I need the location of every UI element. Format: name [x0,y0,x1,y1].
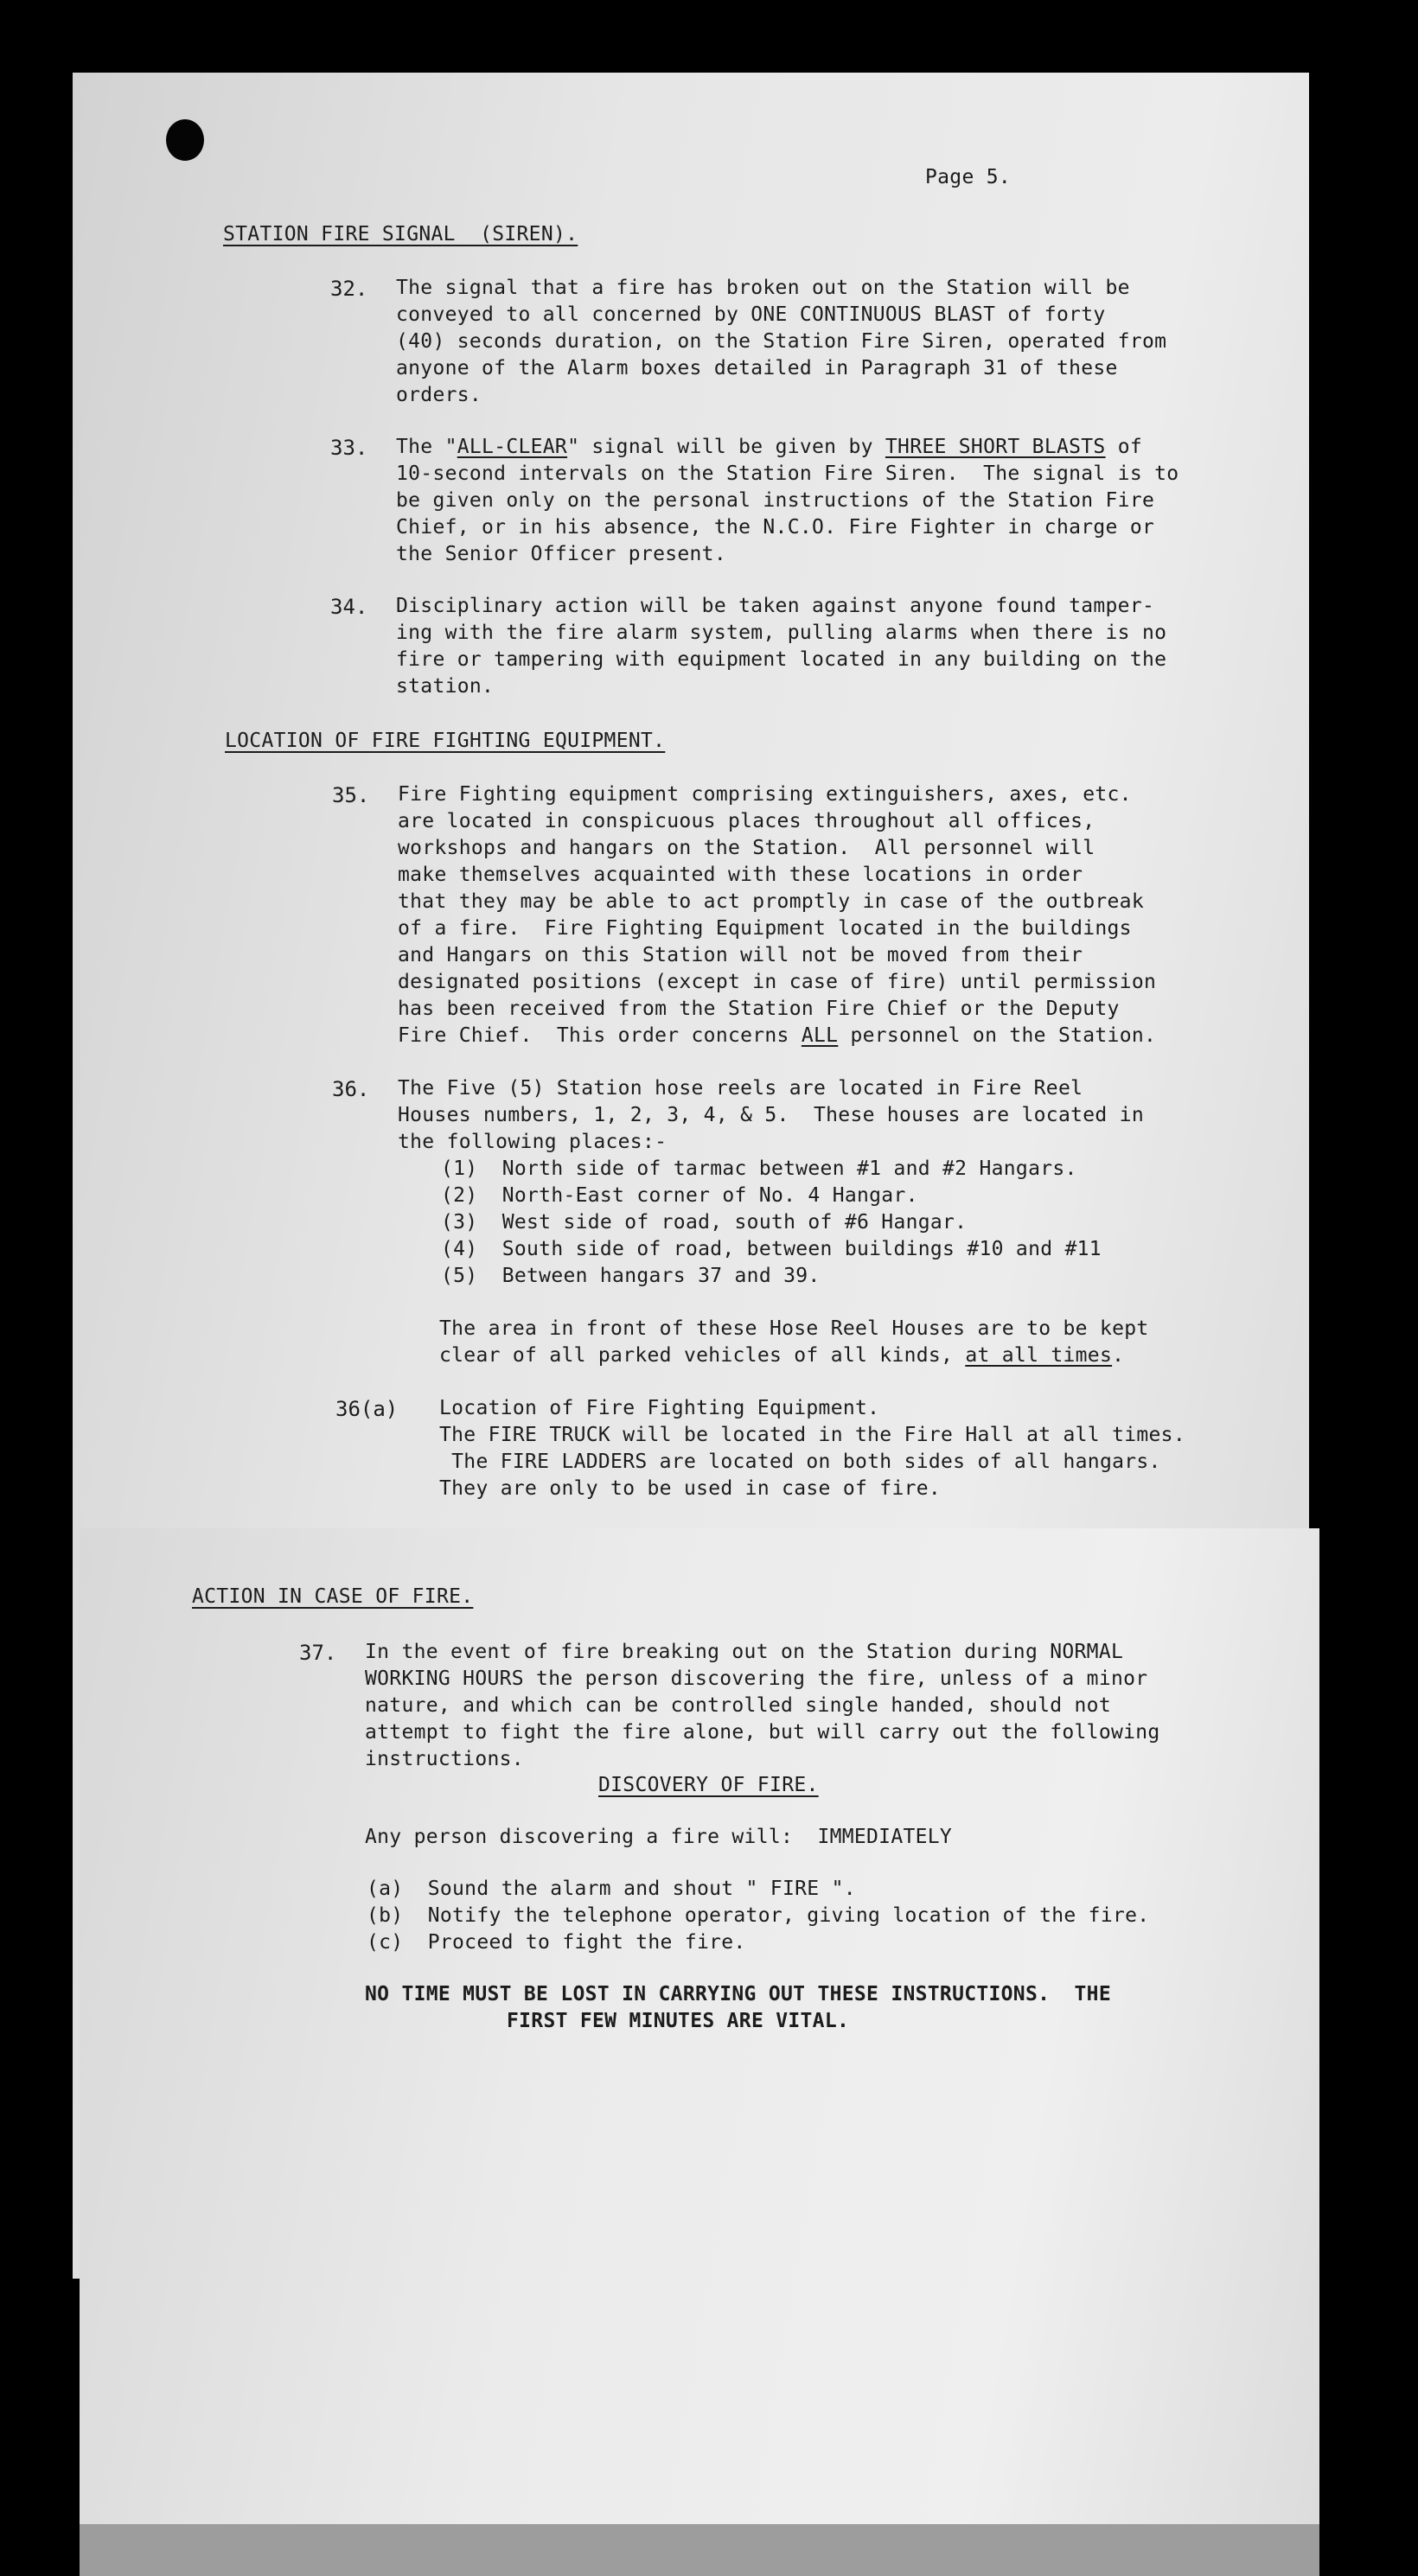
page-number: Page 5. [925,166,1012,188]
paragraph-35-line-8: designated positions (except in case of fire) until permission [398,971,1157,993]
hose-reel-location-2: (2) North-East corner of No. 4 Hangar. [441,1184,918,1207]
paragraph-number: 36(a) [335,1397,399,1421]
paragraph-35-line-7: and Hangars on this Station will not be moved from their [398,944,1083,966]
paragraph-35-line-5: that they may be able to act promptly in case of the outbreak [398,890,1144,913]
paragraph-number: 33. [330,436,368,460]
paragraph-35-line-3: workshops and hangars on the Station. All personnel will [398,837,1095,859]
hose-reel-note-line-2: clear of all parked vehicles of all kinds, at all times. [439,1344,1125,1367]
paragraph-35-line-10: Fire Chief. This order concerns ALL personnel on the Station. [398,1024,1157,1047]
discovery-step-b: (b) Notify the telephone operator, giving location of the fire. [367,1904,1150,1927]
discovery-intro: Any person discovering a fire will: IMMEDIATELY [365,1826,953,1848]
section-heading-action-in-case-of-fire: ACTION IN CASE OF FIRE. [192,1585,474,1608]
hose-reel-location-4: (4) South side of road, between buildings #10 and #11 [441,1238,1102,1260]
paragraph-33-line-1: The "ALL-CLEAR" signal will be given by THREE SHORT BLASTS of [396,436,1143,458]
paragraph-36a-line-4: They are only to be used in case of fire. [439,1477,942,1500]
hose-reel-note-line-1: The area in front of these Hose Reel Houses are to be kept [439,1317,1149,1340]
discovery-step-c: (c) Proceed to fight the fire. [367,1931,746,1954]
hose-reel-location-1: (1) North side of tarmac between #1 and #2 Hangars. [441,1157,1077,1180]
paragraph-36a-line-2: The FIRE TRUCK will be located in the Fire Hall at all times. [439,1424,1185,1446]
paragraph-35-line-4: make themselves acquainted with these locations in order [398,864,1083,886]
paragraph-37-line-5: instructions. [365,1748,524,1770]
hose-reel-location-5: (5) Between hangars 37 and 39. [441,1265,821,1287]
paragraph-33-line-3: be given only on the personal instructions of the Station Fire [396,489,1155,512]
section-heading-location-equipment: LOCATION OF FIRE FIGHTING EQUIPMENT. [225,730,666,752]
paragraph-36-line-1: The Five (5) Station hose reels are located in Fire Reel [398,1077,1083,1100]
paragraph-37-line-1: In the event of fire breaking out on the Station during NORMAL [365,1641,1124,1663]
warning-line-2: FIRST FEW MINUTES ARE VITAL. [507,2010,850,2032]
paragraph-34-line-4: station. [396,675,495,698]
paragraph-35-line-6: of a fire. Fire Fighting Equipment located in the buildings [398,917,1132,940]
hose-reel-location-3: (3) West side of road, south of #6 Hangar. [441,1211,968,1234]
page-bottom-edge [80,2524,1319,2576]
paragraph-37-line-3: nature, and which can be controlled single handed, should not [365,1694,1111,1717]
paragraph-32-line-2: conveyed to all concerned by ONE CONTINUOUS BLAST of forty [396,303,1106,326]
paragraph-35-line-9: has been received from the Station Fire Chief or the Deputy [398,998,1120,1020]
paragraph-37-line-2: WORKING HOURS the person discovering the fire, unless of a minor [365,1667,1148,1690]
subheading-discovery-of-fire: DISCOVERY OF FIRE. [598,1774,819,1796]
warning-line-1: NO TIME MUST BE LOST IN CARRYING OUT THESE INSTRUCTIONS. THE [365,1983,1111,2005]
paragraph-36a-line-1: Location of Fire Fighting Equipment. [439,1397,880,1419]
paragraph-34-line-3: fire or tampering with equipment located in any building on the [396,648,1167,671]
paragraph-35-line-1: Fire Fighting equipment comprising extinguishers, axes, etc. [398,783,1132,806]
section-heading-station-fire-signal: STATION FIRE SIGNAL (SIREN). [223,223,578,245]
paragraph-33-line-2: 10-second intervals on the Station Fire Siren. The signal is to [396,462,1179,485]
paragraph-36a-line-3: The FIRE LADDERS are located on both sides of all hangars. [439,1451,1161,1473]
punch-hole-mark [166,119,204,161]
paragraph-number: 35. [332,783,370,807]
paragraph-35-line-2: are located in conspicuous places throughout all offices, [398,810,1095,832]
paragraph-number: 34. [330,595,368,619]
discovery-step-a: (a) Sound the alarm and shout " FIRE ". [367,1878,856,1900]
paragraph-number: 36. [332,1077,370,1101]
paragraph-32-line-3: (40) seconds duration, on the Station Fire Siren, operated from [396,330,1167,353]
paragraph-37-line-4: attempt to fight the fire alone, but will carry out the following [365,1721,1160,1744]
paragraph-32-line-1: The signal that a fire has broken out on the Station will be [396,277,1130,299]
paragraph-36-line-3: the following places:- [398,1131,667,1153]
paragraph-33-line-5: the Senior Officer present. [396,543,726,565]
paragraph-32-line-4: anyone of the Alarm boxes detailed in Paragraph 31 of these [396,357,1118,379]
paragraph-36-line-2: Houses numbers, 1, 2, 3, 4, & 5. These houses are located in [398,1104,1144,1126]
paragraph-number: 32. [330,277,368,301]
paragraph-32-line-5: orders. [396,384,482,406]
paragraph-number: 37. [299,1641,337,1665]
paragraph-34-line-2: ing with the fire alarm system, pulling alarms when there is no [396,622,1167,644]
paragraph-34-line-1: Disciplinary action will be taken against anyone found tamper- [396,595,1155,617]
paragraph-33-line-4: Chief, or in his absence, the N.C.O. Fire Fighter in charge or [396,516,1155,539]
